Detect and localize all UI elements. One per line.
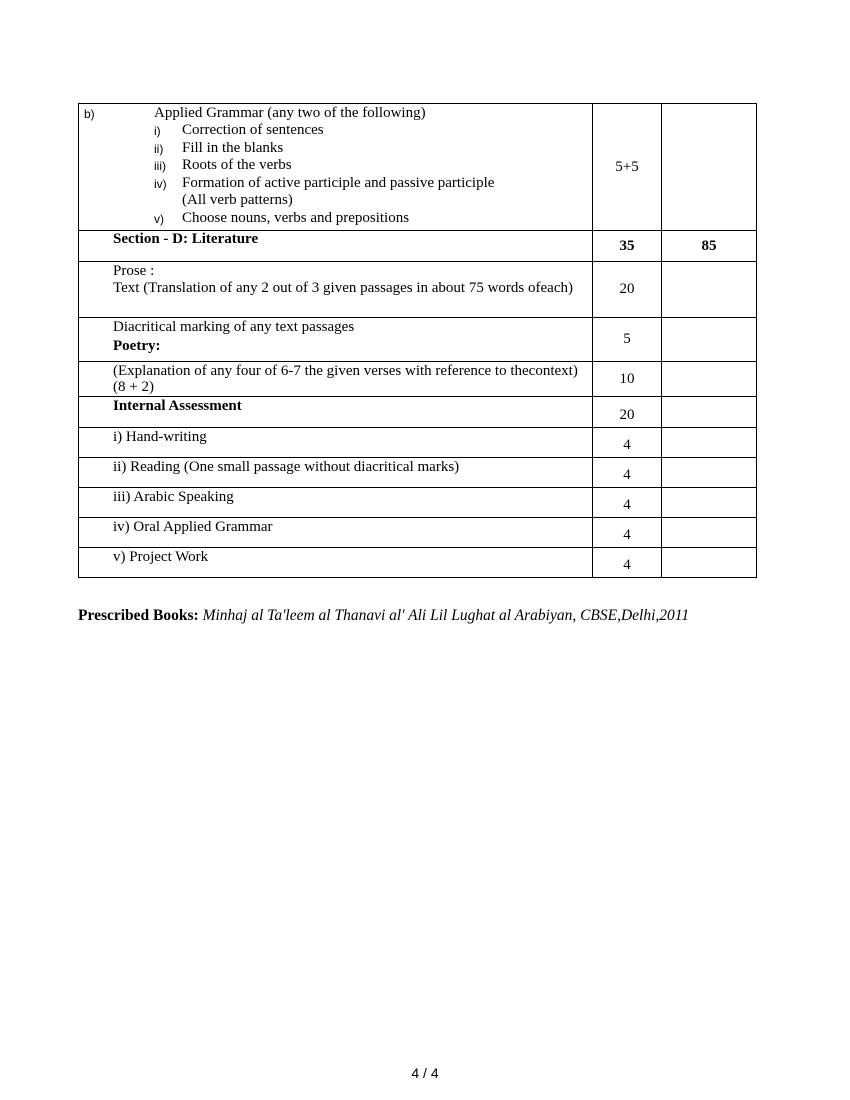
diacritical-text: Diacritical marking of any text passages xyxy=(113,319,355,335)
internal-title: Internal Assessment xyxy=(113,398,242,414)
list-item-continuation: (All verb patterns) xyxy=(182,192,293,208)
table-row xyxy=(79,231,757,262)
list-item: ii) Fill in the blanks xyxy=(154,139,284,156)
prose-label: Prose : xyxy=(113,263,155,279)
list-item: v) Choose nouns, verbs and prepositions xyxy=(154,209,410,226)
marks-cell: 4 xyxy=(593,458,662,488)
explanation-cell xyxy=(79,362,593,397)
section-d-cell xyxy=(79,231,593,262)
assessment-item: iii) Arabic Speaking xyxy=(113,489,234,505)
table-row xyxy=(79,318,757,362)
table-row xyxy=(79,262,757,318)
marks-cell: 35 xyxy=(593,231,662,262)
table-row xyxy=(79,397,757,428)
applied-grammar-list xyxy=(154,122,494,227)
marks-cell: 4 xyxy=(593,548,662,578)
table-row xyxy=(79,518,757,548)
syllabus-table xyxy=(78,103,757,578)
total-cell xyxy=(662,458,757,488)
page-number: 4 / 4 xyxy=(411,1065,439,1081)
marks-cell: 20 xyxy=(593,262,662,318)
table-row xyxy=(79,104,757,231)
list-item: i) Correction of sentences xyxy=(154,122,324,138)
table-row xyxy=(79,488,757,518)
assessment-item: v) Project Work xyxy=(113,549,209,565)
total-cell xyxy=(662,362,757,397)
table-row xyxy=(79,428,757,458)
total-cell xyxy=(662,397,757,428)
marks-cell: 5+5 xyxy=(593,104,662,231)
total-cell xyxy=(662,548,757,578)
assessment-item: i) Hand-writing xyxy=(113,429,207,445)
section-marker: b) xyxy=(84,107,95,121)
diacritical-cell xyxy=(79,318,593,362)
section-d-title: Section - D: Literature xyxy=(113,231,259,247)
prescribed-books-text: Minhaj al Ta'leem al Thanavi al' Ali Lil Lughat al Arabiyan, CBSE,Delhi,2011 xyxy=(202,607,690,624)
prose-text: Text (Translation of any 2 out of 3 given passages in about 75 words ofeach) xyxy=(113,280,573,296)
poetry-label: Poetry: xyxy=(113,338,161,354)
marks-cell: 4 xyxy=(593,488,662,518)
assessment-item: ii) Reading (One small passage without diacritical marks) xyxy=(113,459,460,475)
marks-cell: 4 xyxy=(593,428,662,458)
prose-cell xyxy=(79,262,593,318)
list-item: iv) Formation of active participle and passive participle xyxy=(154,174,495,191)
total-cell xyxy=(662,488,757,518)
internal-cell xyxy=(79,397,593,428)
total-cell xyxy=(662,262,757,318)
marks-cell: 4 xyxy=(593,518,662,548)
marks-cell: 5 xyxy=(593,318,662,362)
total-cell xyxy=(662,428,757,458)
applied-grammar-title: Applied Grammar (any two of the following) xyxy=(154,105,426,121)
explanation-text: (Explanation of any four of 6-7 the given verses with reference to thecontext) (8 + 2) xyxy=(113,363,578,395)
total-cell: 85 xyxy=(662,231,757,262)
assessment-item: iv) Oral Applied Grammar xyxy=(113,519,273,535)
prescribed-books-label: Prescribed Books: xyxy=(78,607,199,624)
table-row xyxy=(79,458,757,488)
prescribed-books xyxy=(78,607,689,625)
total-cell xyxy=(662,518,757,548)
table-row xyxy=(79,548,757,578)
marks-cell: 20 xyxy=(593,397,662,428)
list-item: iii) Roots of the verbs xyxy=(154,157,292,173)
marks-cell: 10 xyxy=(593,362,662,397)
total-cell xyxy=(662,318,757,362)
total-cell xyxy=(662,104,757,231)
table-row xyxy=(79,362,757,397)
applied-grammar-cell xyxy=(79,104,593,231)
